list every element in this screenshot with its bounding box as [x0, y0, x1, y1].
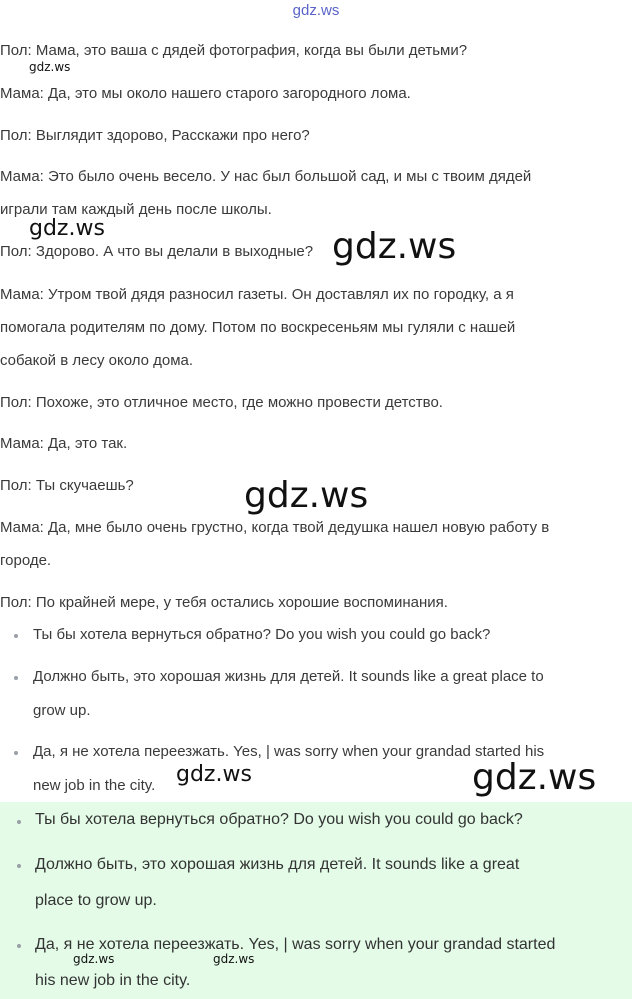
bullet-dot: [17, 820, 21, 824]
highlight-line: Да, я не хотела переезжать. Yes, | was sorry when your grandad started: [35, 936, 556, 953]
watermark: gdz.ws: [73, 952, 115, 966]
dialogue-line: Мама: Да, это мы около нашего старого загородного лома.: [0, 85, 411, 102]
watermark: gdz.ws: [29, 60, 71, 74]
highlight-line: his new job in the city.: [35, 972, 191, 989]
highlight-line: Ты бы хотела вернуться обратно? Do you wish you could go back?: [35, 811, 523, 828]
dialogue-line: Мама: Да, мне было очень грустно, когда твой дедушка нашел новую работу в: [0, 519, 550, 536]
watermark: gdz.ws: [332, 226, 457, 267]
bullet-line: Должно быть, это хорошая жизнь для детей. It sounds like a great place to: [33, 668, 544, 685]
bullet-dot: [14, 676, 18, 680]
dialogue-line: Пол: Здорово. А что вы делали в выходные?: [0, 243, 314, 260]
dialogue-line: собакой в лесу около дома.: [0, 352, 194, 369]
top-watermark: gdz.ws: [292, 2, 340, 19]
watermark: gdz.ws: [176, 762, 252, 787]
dialogue-line: Пол: Ты скучаешь?: [0, 477, 134, 494]
bullet-dot: [17, 944, 21, 948]
dialogue-line: Пол: Похоже, это отличное место, где можно провести детство.: [0, 394, 443, 411]
watermark: gdz.ws: [472, 757, 597, 798]
bullet-line: Ты бы хотела вернуться обратно? Do you wish you could go back?: [33, 626, 491, 643]
dialogue-line: Пол: По крайней мере, у тебя остались хорошие воспоминания.: [0, 594, 448, 611]
highlight-line: place to grow up.: [35, 892, 157, 909]
bullet-dot: [14, 751, 18, 755]
highlight-line: Должно быть, это хорошая жизнь для детей. It sounds like a great: [35, 856, 520, 873]
bullet-line: grow up.: [33, 702, 91, 719]
bullet-line: new job in the city.: [33, 777, 156, 794]
dialogue-line: помогала родителям по дому. Потом по воскресеньям мы гуляли с нашей: [0, 319, 516, 336]
bullet-dot: [14, 634, 18, 638]
dialogue-line: Пол: Мама, это ваша с дядей фотография, когда вы были детьми?: [0, 42, 468, 59]
watermark: gdz.ws: [244, 475, 369, 516]
dialogue-line: Мама: Утром твой дядя разносил газеты. Он доставлял их по городку, а я: [0, 286, 514, 303]
dialogue-line: Мама: Да, это так.: [0, 435, 128, 452]
dialogue-line: городе.: [0, 552, 52, 569]
dialogue-line: Пол: Выглядит здорово, Расскажи про него?: [0, 127, 310, 144]
bullet-dot: [17, 864, 21, 868]
watermark: gdz.ws: [213, 952, 255, 966]
bullet-line: Да, я не хотела переезжать. Yes, | was sorry when your grandad started his: [33, 743, 545, 760]
dialogue-line: играли там каждый день после школы.: [0, 201, 272, 218]
watermark: gdz.ws: [29, 216, 105, 241]
dialogue-line: Мама: Это было очень весело. У нас был большой сад, и мы с твоим дядей: [0, 168, 532, 185]
